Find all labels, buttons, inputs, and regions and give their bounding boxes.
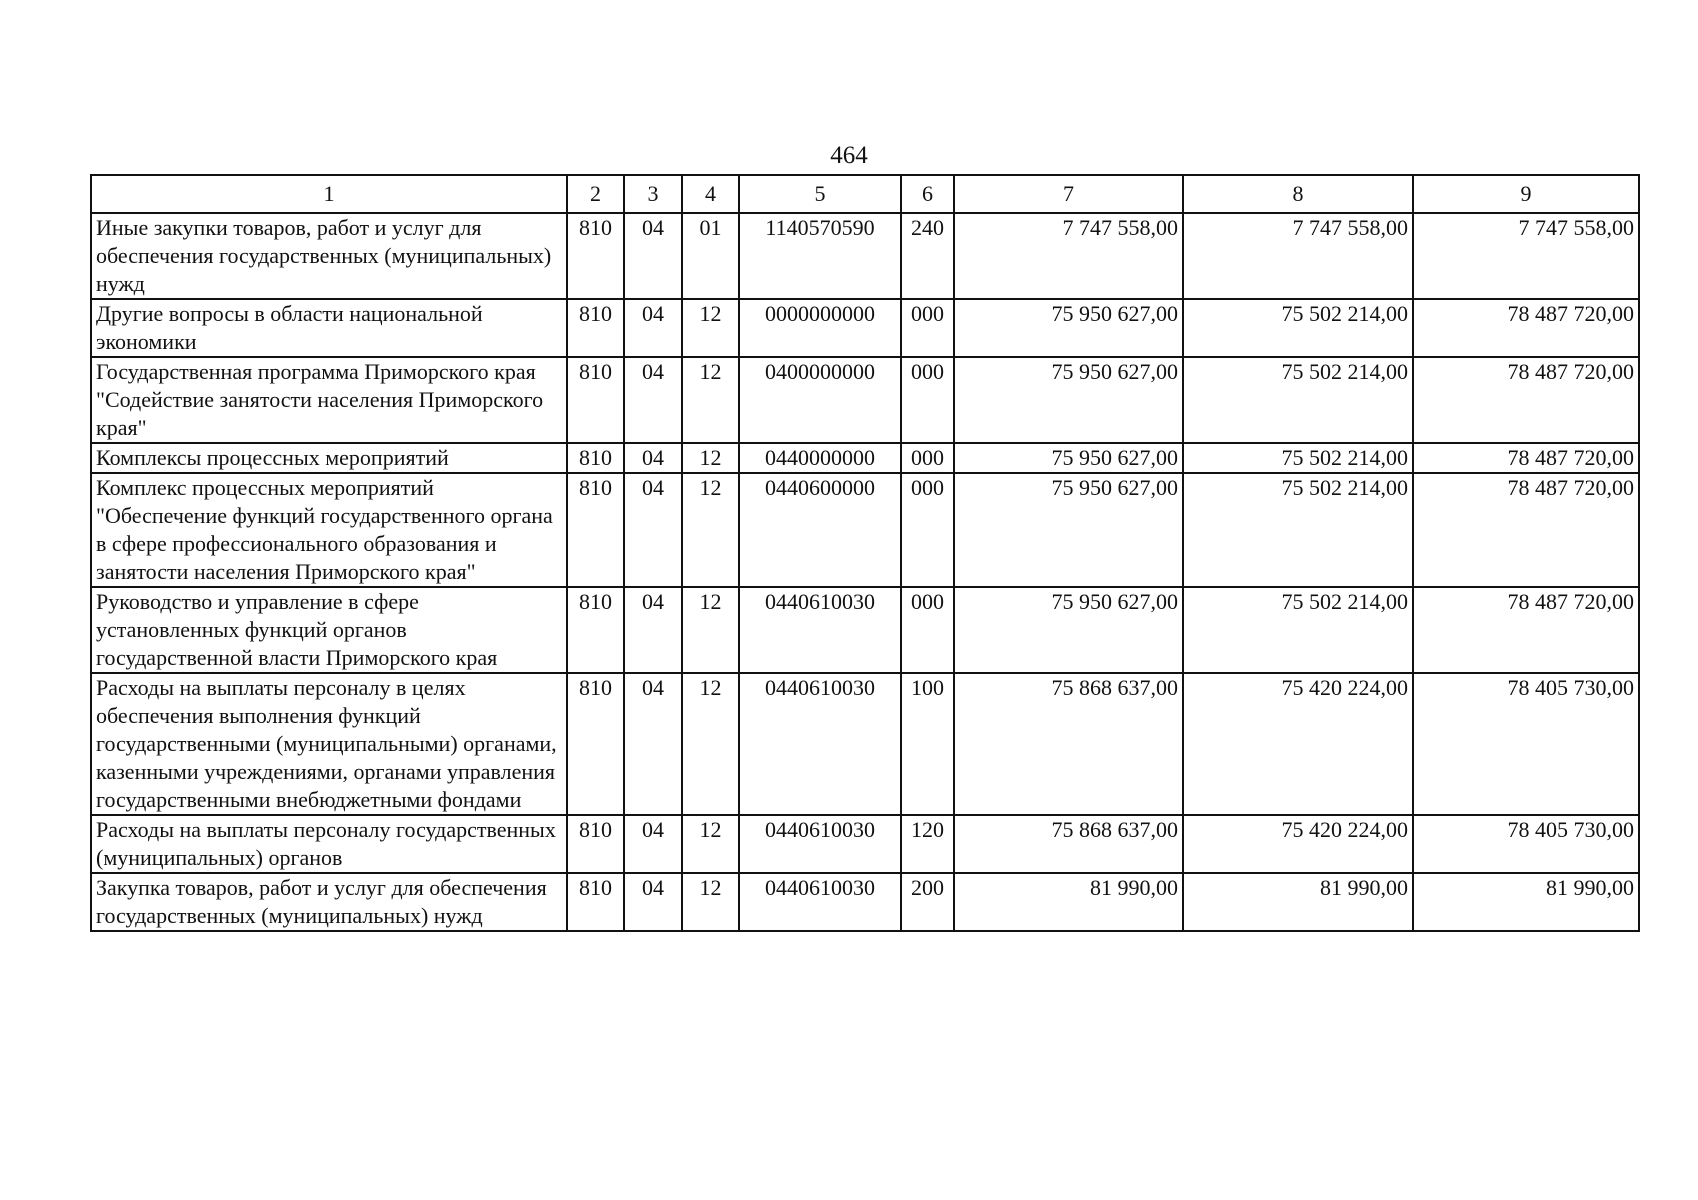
table-row [91,213,1639,299]
row-name: Руководство и управление в сфере установленных функций органов государственной власти Приморского края [91,587,567,673]
amount-cell: 75 502 214,00 [1183,443,1413,473]
code-cell: 810 [567,673,624,815]
column-header: 7 [954,175,1183,213]
amount-cell: 78 487 720,00 [1413,357,1639,443]
code-cell: 0000000000 [739,299,901,357]
amount-cell: 7 747 558,00 [1413,213,1639,299]
code-cell: 0440000000 [739,443,901,473]
amount-cell: 75 502 214,00 [1183,357,1413,443]
amount-cell: 81 990,00 [954,873,1183,931]
code-cell: 04 [624,357,682,443]
row-name: Иные закупки товаров, работ и услуг для обеспечения государственных (муниципальных) нужд [91,213,567,299]
code-cell: 04 [624,443,682,473]
code-cell: 000 [901,299,954,357]
amount-cell: 75 950 627,00 [954,587,1183,673]
amount-cell: 78 405 730,00 [1413,673,1639,815]
code-cell: 810 [567,213,624,299]
code-cell: 810 [567,443,624,473]
code-cell: 0440600000 [739,473,901,587]
code-cell: 000 [901,587,954,673]
code-cell: 810 [567,473,624,587]
column-header: 5 [739,175,901,213]
column-header: 9 [1413,175,1639,213]
amount-cell: 75 868 637,00 [954,673,1183,815]
amount-cell: 75 502 214,00 [1183,587,1413,673]
code-cell: 0440610030 [739,873,901,931]
code-cell: 000 [901,443,954,473]
amount-cell: 75 502 214,00 [1183,299,1413,357]
column-header: 2 [567,175,624,213]
code-cell: 04 [624,213,682,299]
row-name: Расходы на выплаты персоналу в целях обеспечения выполнения функций государственными (муниципальными) органами, казенными учреждениями, органами управления государственными внебюджетными фондами [91,673,567,815]
code-cell: 12 [682,815,739,873]
code-cell: 0440610030 [739,673,901,815]
amount-cell: 7 747 558,00 [1183,213,1413,299]
amount-cell: 75 502 214,00 [1183,473,1413,587]
code-cell: 810 [567,873,624,931]
column-header: 1 [91,175,567,213]
code-cell: 000 [901,357,954,443]
code-cell: 04 [624,473,682,587]
code-cell: 810 [567,299,624,357]
amount-cell: 75 420 224,00 [1183,815,1413,873]
column-header: 6 [901,175,954,213]
code-cell: 04 [624,873,682,931]
code-cell: 12 [682,357,739,443]
table-row [91,299,1639,357]
budget-table [90,174,1640,932]
code-cell: 12 [682,873,739,931]
row-name: Закупка товаров, работ и услуг для обеспечения государственных (муниципальных) нужд [91,873,567,931]
code-cell: 0440610030 [739,815,901,873]
code-cell: 200 [901,873,954,931]
code-cell: 12 [682,473,739,587]
row-name: Расходы на выплаты персоналу государственных (муниципальных) органов [91,815,567,873]
row-name: Комплексы процессных мероприятий [91,443,567,473]
code-cell: 04 [624,815,682,873]
table-row [91,587,1639,673]
amount-cell: 81 990,00 [1413,873,1639,931]
table-row [91,443,1639,473]
column-header: 8 [1183,175,1413,213]
row-name: Другие вопросы в области национальной экономики [91,299,567,357]
header-row [91,175,1639,213]
code-cell: 810 [567,357,624,443]
amount-cell: 78 405 730,00 [1413,815,1639,873]
table-row [91,673,1639,815]
code-cell: 0400000000 [739,357,901,443]
table-row [91,473,1639,587]
amount-cell: 78 487 720,00 [1413,299,1639,357]
table-row [91,815,1639,873]
code-cell: 04 [624,587,682,673]
code-cell: 12 [682,673,739,815]
column-header: 4 [682,175,739,213]
code-cell: 000 [901,473,954,587]
amount-cell: 7 747 558,00 [954,213,1183,299]
amount-cell: 75 950 627,00 [954,299,1183,357]
table-row [91,357,1639,443]
amount-cell: 78 487 720,00 [1413,473,1639,587]
code-cell: 240 [901,213,954,299]
amount-cell: 75 950 627,00 [954,357,1183,443]
code-cell: 120 [901,815,954,873]
amount-cell: 75 950 627,00 [954,473,1183,587]
code-cell: 12 [682,443,739,473]
table-row [91,873,1639,931]
amount-cell: 78 487 720,00 [1413,443,1639,473]
row-name: Комплекс процессных мероприятий "Обеспечение функций государственного органа в сфере профессионального образования и занятости населения Приморского края" [91,473,567,587]
amount-cell: 75 420 224,00 [1183,673,1413,815]
amount-cell: 75 950 627,00 [954,443,1183,473]
amount-cell: 75 868 637,00 [954,815,1183,873]
page-number: 464 [830,142,868,169]
row-name: Государственная программа Приморского края "Содействие занятости населения Приморского края" [91,357,567,443]
code-cell: 810 [567,815,624,873]
amount-cell: 78 487 720,00 [1413,587,1639,673]
code-cell: 12 [682,587,739,673]
code-cell: 1140570590 [739,213,901,299]
code-cell: 12 [682,299,739,357]
column-header: 3 [624,175,682,213]
code-cell: 04 [624,673,682,815]
code-cell: 01 [682,213,739,299]
code-cell: 100 [901,673,954,815]
code-cell: 810 [567,587,624,673]
code-cell: 04 [624,299,682,357]
code-cell: 0440610030 [739,587,901,673]
amount-cell: 81 990,00 [1183,873,1413,931]
